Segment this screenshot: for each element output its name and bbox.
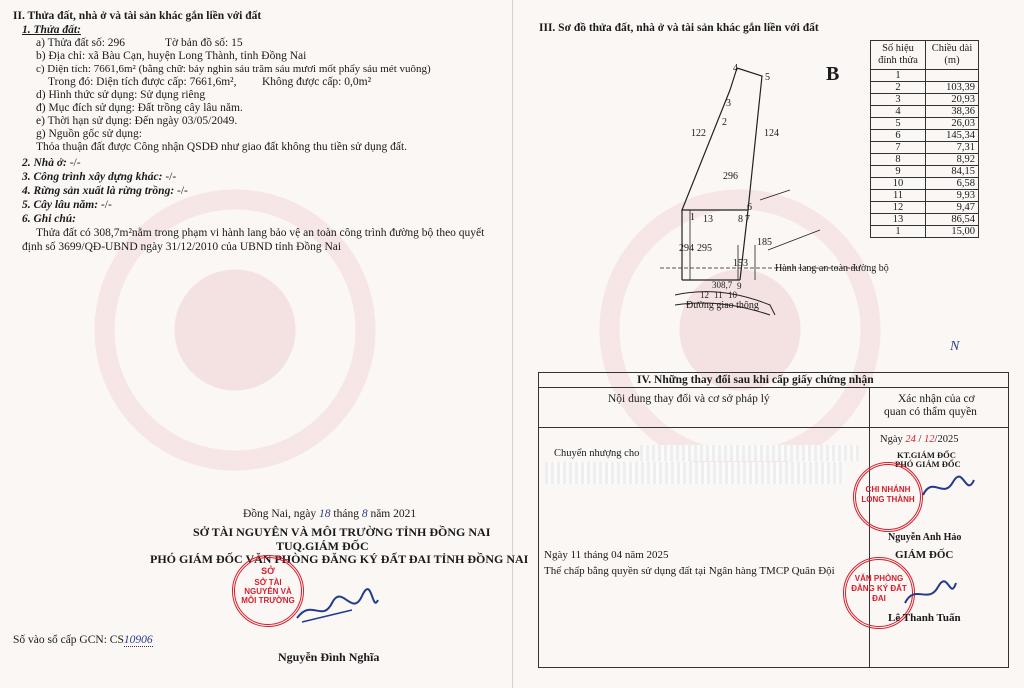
edge-length: 15,00 xyxy=(926,226,979,238)
perennial-row xyxy=(22,199,112,212)
edge-length: 9,93 xyxy=(926,190,979,202)
signer-2-name: Nguyễn Anh Hảo xyxy=(888,532,962,543)
edge-vertex: 6 xyxy=(871,130,926,142)
redacted-block xyxy=(640,445,860,461)
forest-row xyxy=(22,185,188,198)
signature-2 xyxy=(918,470,978,510)
edge-vertex: 2 xyxy=(871,82,926,94)
vertex-1: 1 xyxy=(690,212,695,223)
edge-row xyxy=(871,166,979,178)
kt-title: KT.GIÁM ĐỐC xyxy=(897,450,956,460)
corridor-area: 308,7 xyxy=(712,280,733,290)
seal-text: SỞ TÀI NGUYÊN VÀ MÔI TRƯỜNG xyxy=(241,578,295,605)
signer-3-name: Lê Thanh Tuấn xyxy=(888,612,961,624)
parcel-124: 124 xyxy=(764,128,779,139)
gcn-number xyxy=(13,634,153,647)
housing-value: -/- xyxy=(66,157,81,169)
usage-term: e) Thời hạn sử dụng: Đến ngày 03/05/2049. xyxy=(36,115,238,127)
parcel-153: 153 xyxy=(733,258,748,269)
deputy-title: PHÓ GIÁM ĐỐC xyxy=(895,459,961,469)
edge-length: 145,34 xyxy=(926,130,979,142)
forest-label: 4. Rừng sản xuất là rừng trồng: xyxy=(22,185,175,197)
edge-length: 7,31 xyxy=(926,142,979,154)
edge-row xyxy=(871,178,979,190)
map-sheet-number: Tờ bản đồ số: 15 xyxy=(165,37,243,49)
entry1-date-prefix: Ngày xyxy=(880,434,906,445)
notes-heading: 6. Ghi chú: xyxy=(22,213,76,225)
vertex-9: 9 xyxy=(737,281,742,291)
section-2-title: II. Thửa đất, nhà ở và tài sản khác gắn liền với đất xyxy=(13,10,262,22)
edge-row xyxy=(871,226,979,238)
edge-length: 84,15 xyxy=(926,166,979,178)
edge-vertex: 1 xyxy=(871,226,926,238)
edge-vertex: 7 xyxy=(871,142,926,154)
signature-1 xyxy=(292,588,382,628)
edge-length-table xyxy=(870,40,979,238)
forest-value: -/- xyxy=(174,185,188,197)
construction-row xyxy=(22,171,176,184)
area: c) Diện tích: 7661,6m² (bằng chữ: bảy nghìn sáu trăm sáu mươi mốt phẩy sáu mét vuông) xyxy=(36,63,431,75)
edge-row xyxy=(871,190,979,202)
edge-row xyxy=(871,130,979,142)
edge-vertex: 5 xyxy=(871,118,926,130)
section-3-title: III. Sơ đồ thửa đất, nhà ở và tài sản khác gắn liền với đất xyxy=(539,22,819,34)
edge-length: 38,36 xyxy=(926,106,979,118)
parcel-296: 296 xyxy=(723,171,738,182)
issue-day: 18 xyxy=(319,508,331,520)
edge-length: 6,58 xyxy=(926,178,979,190)
branch-seal-line-2: LONG THÀNH xyxy=(861,495,915,504)
edge-vertex: 9 xyxy=(871,166,926,178)
edge-row xyxy=(871,154,979,166)
usage-form: d) Hình thức sử dụng: Sử dụng riêng xyxy=(36,89,206,101)
col-length: Chiều dài (m) xyxy=(926,41,979,70)
edge-vertex: 11 xyxy=(871,190,926,202)
issue-month-label: tháng xyxy=(330,508,362,520)
handwritten-mark: N xyxy=(950,339,960,354)
edge-vertex: 13 xyxy=(871,214,926,226)
seal-star-icon: SỞ xyxy=(261,566,275,576)
edge-length: 86,54 xyxy=(926,214,979,226)
edge-length: 103,39 xyxy=(926,82,979,94)
area-not-granted: Không được cấp: 0,0m² xyxy=(262,76,372,88)
vertex-6: 6 xyxy=(747,202,752,213)
perennial-value: -/- xyxy=(98,199,112,211)
col-vertex: Số hiệu đỉnh thửa xyxy=(871,41,926,70)
issuing-org: SỞ TÀI NGUYÊN VÀ MÔI TRƯỜNG TỈNH ĐỒNG NAI xyxy=(193,525,491,539)
housing-label: 2. Nhà ở: xyxy=(22,157,67,169)
col-confirm-header-1: Xác nhận của cơ xyxy=(898,393,975,405)
issue-date xyxy=(243,508,416,521)
vertex-12: 12 xyxy=(700,290,709,300)
road-label: Đường giao thông xyxy=(686,300,759,311)
edge-length: 9,47 xyxy=(926,202,979,214)
edge-vertex: 4 xyxy=(871,106,926,118)
vertex-5: 5 xyxy=(765,72,770,83)
branch-seal-line-1: CHI NHÁNH xyxy=(865,485,911,494)
signature-3 xyxy=(900,575,960,615)
gcn-value: 10906 xyxy=(123,634,153,646)
registration-seal-text: VĂN PHÒNG ĐĂNG KÝ ĐẤT ĐAI xyxy=(851,574,907,603)
edge-row xyxy=(871,82,979,94)
signer-name: Nguyễn Đình Nghĩa xyxy=(278,650,380,664)
housing-row xyxy=(22,157,81,170)
perennial-label: 5. Cây lâu năm: xyxy=(22,199,99,211)
issuing-title: PHÓ GIÁM ĐỐC VĂN PHÒNG ĐĂNG KÝ ĐẤT ĐAI TỈNH ĐỒNG NAI xyxy=(150,552,529,566)
construction-label: 3. Công trình xây dựng khác: xyxy=(22,171,163,183)
entry2-date: Ngày 11 tháng 04 năm 2025 xyxy=(544,549,669,561)
usage-origin: g) Nguồn gốc sử dụng: xyxy=(36,128,142,140)
section-4-title: IV. Những thay đổi sau khi cấp giấy chứng nhận xyxy=(637,374,874,386)
land-plot-heading: 1. Thửa đất: xyxy=(22,24,81,36)
vertex-10: 10 xyxy=(728,290,737,300)
address: b) Địa chỉ: xã Bàu Cạn, huyện Long Thành, tỉnh Đồng Nai xyxy=(36,50,307,62)
header-divider xyxy=(539,387,1008,388)
vertex-3: 3 xyxy=(726,98,731,109)
edge-row xyxy=(871,142,979,154)
vertex-13: 13 xyxy=(703,214,713,225)
edge-length xyxy=(926,70,979,82)
edge-vertex: 12 xyxy=(871,202,926,214)
vertex-8: 8 xyxy=(738,214,743,225)
entry1-day: 24 xyxy=(905,434,916,445)
north-arrow-icon: B xyxy=(826,63,840,85)
director-title: GIÁM ĐỐC xyxy=(895,549,954,561)
edge-vertex: 10 xyxy=(871,178,926,190)
vertex-11: 11 xyxy=(714,290,723,300)
edge-row xyxy=(871,118,979,130)
edge-row xyxy=(871,94,979,106)
edge-vertex: 3 xyxy=(871,94,926,106)
issue-year: năm 2021 xyxy=(367,508,417,520)
edge-row xyxy=(871,70,979,82)
edge-length: 20,93 xyxy=(926,94,979,106)
usage-purpose: đ) Mục đích sử dụng: Đất trồng cây lâu năm. xyxy=(36,102,243,114)
plot-number: a) Thửa đất số: 296 xyxy=(36,37,126,49)
parcel-diagram xyxy=(660,60,860,320)
issue-date-prefix: Đồng Nai, ngày xyxy=(243,508,320,520)
note-line-2: định số 3699/QĐ-UBND ngày 31/12/2010 của UBND tỉnh Đồng Nai xyxy=(22,241,342,253)
parcel-122: 122 xyxy=(691,128,706,139)
issue-month: 8 xyxy=(361,508,368,520)
parcel-185: 185 xyxy=(757,237,772,248)
edge-length: 26,03 xyxy=(926,118,979,130)
redacted-block-2 xyxy=(545,462,845,484)
branch-seal xyxy=(853,462,923,532)
edge-row xyxy=(871,202,979,214)
construction-value: -/- xyxy=(162,171,177,183)
header-divider-2 xyxy=(539,427,1008,428)
col-content-header: Nội dung thay đổi và cơ sở pháp lý xyxy=(608,393,770,405)
edge-length: 8,92 xyxy=(926,154,979,166)
entry-transfer: Chuyển nhượng cho xyxy=(554,448,640,459)
vertex-2: 2 xyxy=(722,117,727,128)
edge-vertex: 1 xyxy=(871,70,926,82)
edge-row xyxy=(871,214,979,226)
usage-origin-detail: Thỏa thuận đất được Công nhận QSDĐ như giao đất không thu tiền sử dụng đất. xyxy=(36,141,408,153)
col-confirm-header-2: quan có thẩm quyền xyxy=(884,406,977,418)
parcel-294: 294 xyxy=(679,243,694,254)
issuing-authority: TUQ.GIÁM ĐỐC xyxy=(276,539,369,553)
area-granted: Trong đó: Diện tích được cấp: 7661,6m², xyxy=(48,76,237,88)
vertex-7: 7 xyxy=(745,214,750,225)
entry1-year: /2025 xyxy=(934,434,959,445)
edge-vertex: 8 xyxy=(871,154,926,166)
page-fold xyxy=(512,0,513,688)
edge-row xyxy=(871,106,979,118)
parcel-295: 295 xyxy=(697,243,712,254)
entry1-date: Ngày 24 / 12/2025 xyxy=(880,434,959,445)
note-line-1: Thửa đất có 308,7m²nằm trong phạm vi hành lang bảo vệ an toàn công trình đường bộ theo quyết xyxy=(36,227,485,239)
vertex-4: 4 xyxy=(733,63,738,74)
entry1-month: 12 xyxy=(924,434,935,445)
gcn-label: Số vào sổ cấp GCN: CS xyxy=(13,634,124,646)
entry-mortgage: Thế chấp bằng quyền sử dụng đất tại Ngân hàng TMCP Quân Đội xyxy=(544,565,835,577)
corridor-label: Hành lang an toàn đường bộ xyxy=(775,263,889,274)
